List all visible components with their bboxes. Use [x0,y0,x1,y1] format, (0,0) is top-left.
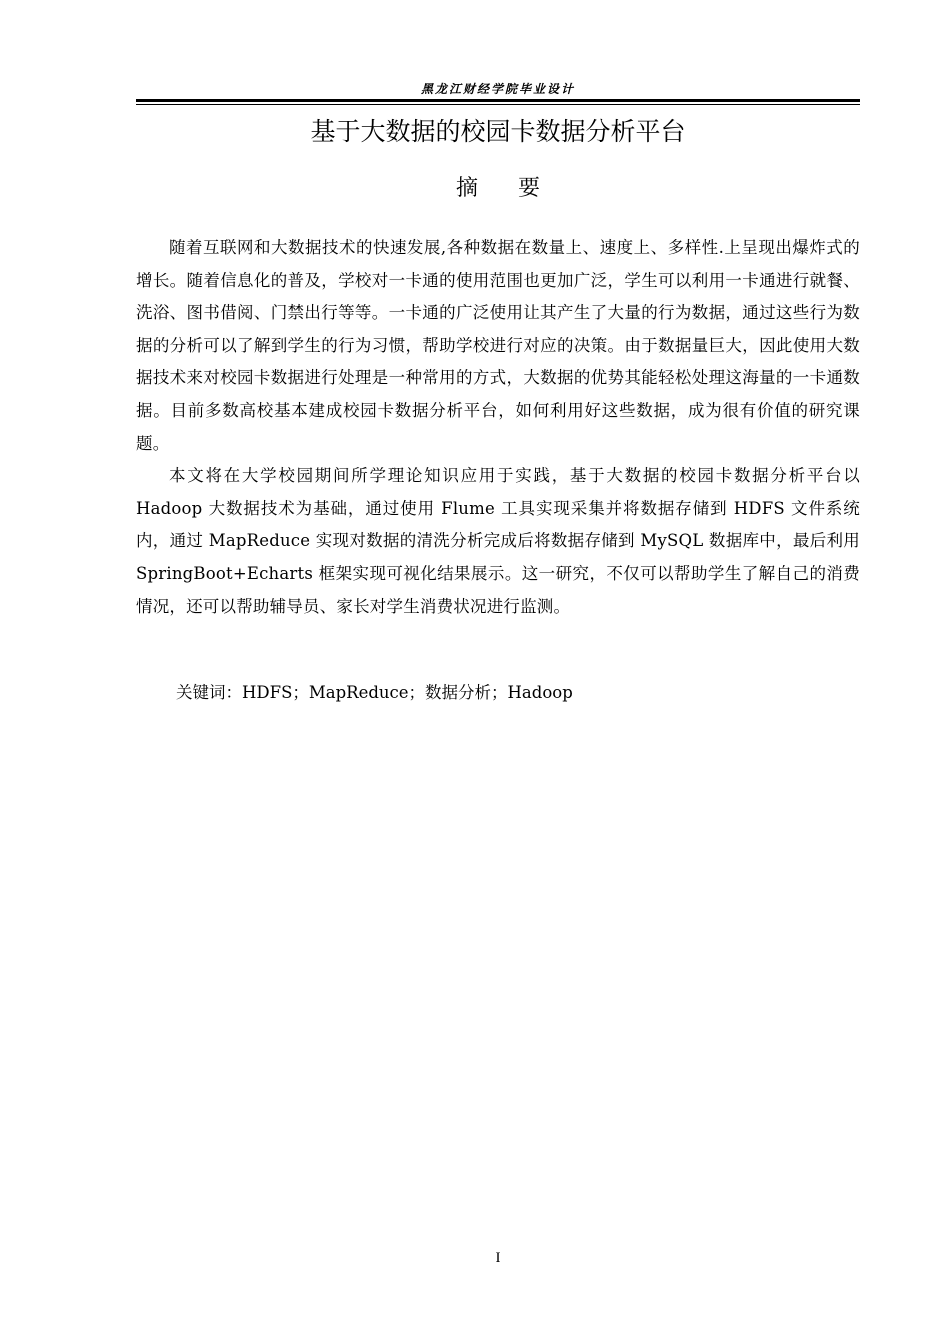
abstract-body [136,232,860,623]
header-rule-thin [136,104,860,105]
keywords-line [176,677,860,709]
abstract-paragraph-1: 随着互联网和大数据技术的快速发展,各种数据在数量上、速度上、多样性.上呈现出爆炸式的增长。随着信息化的普及，学校对一卡通的使用范围也更加广泛，学生可以利用一卡通进行就餐、洗浴、图书借阅、门禁出行等等。一卡通的广泛使用让其产生了大量的行为数据，通过这些行为数据的分析可以了解到学生的行为习惯，帮助学校进行对应的决策。由于数据量巨大，因此使用大数据技术来对校园卡数据进行处理是一种常用的方式，大数据的优势其能轻松处理这海量的一卡通数据。目前多数高校基本建成校园卡数据分析平台，如何利用好这些数据，成为很有价值的研究课题。 [136,238,860,453]
keywords-text: HDFS；MapReduce；数据分析；Hadoop [242,683,573,702]
header-rule-thick [136,99,860,102]
keywords-label: 关键词： [176,683,242,702]
abstract-paragraph-2: 本文将在大学校园期间所学理论知识应用于实践，基于大数据的校园卡数据分析平台以 Hadoop 大数据技术为基础，通过使用 Flume 工具实现采集并将数据存储到 HDFS 文件系统内，通过 MapReduce 实现对数据的清洗分析完成后将数据存储到 MySQL 数据库中，最后利用 SpringBoot+Echarts 框架实现可视化结果展示。这一研究，不仅可以帮助学生了解自己的消费情况，还可以帮助辅导员、家长对学生消费状况进行监测。 [136,466,860,616]
header-institution: 黑龙江财经学院毕业设计 [420,82,575,96]
abstract-heading: 摘要 [455,176,580,201]
document-title: 基于大数据的校园卡数据分析平台 [310,117,686,146]
page-number: I [495,1250,501,1266]
